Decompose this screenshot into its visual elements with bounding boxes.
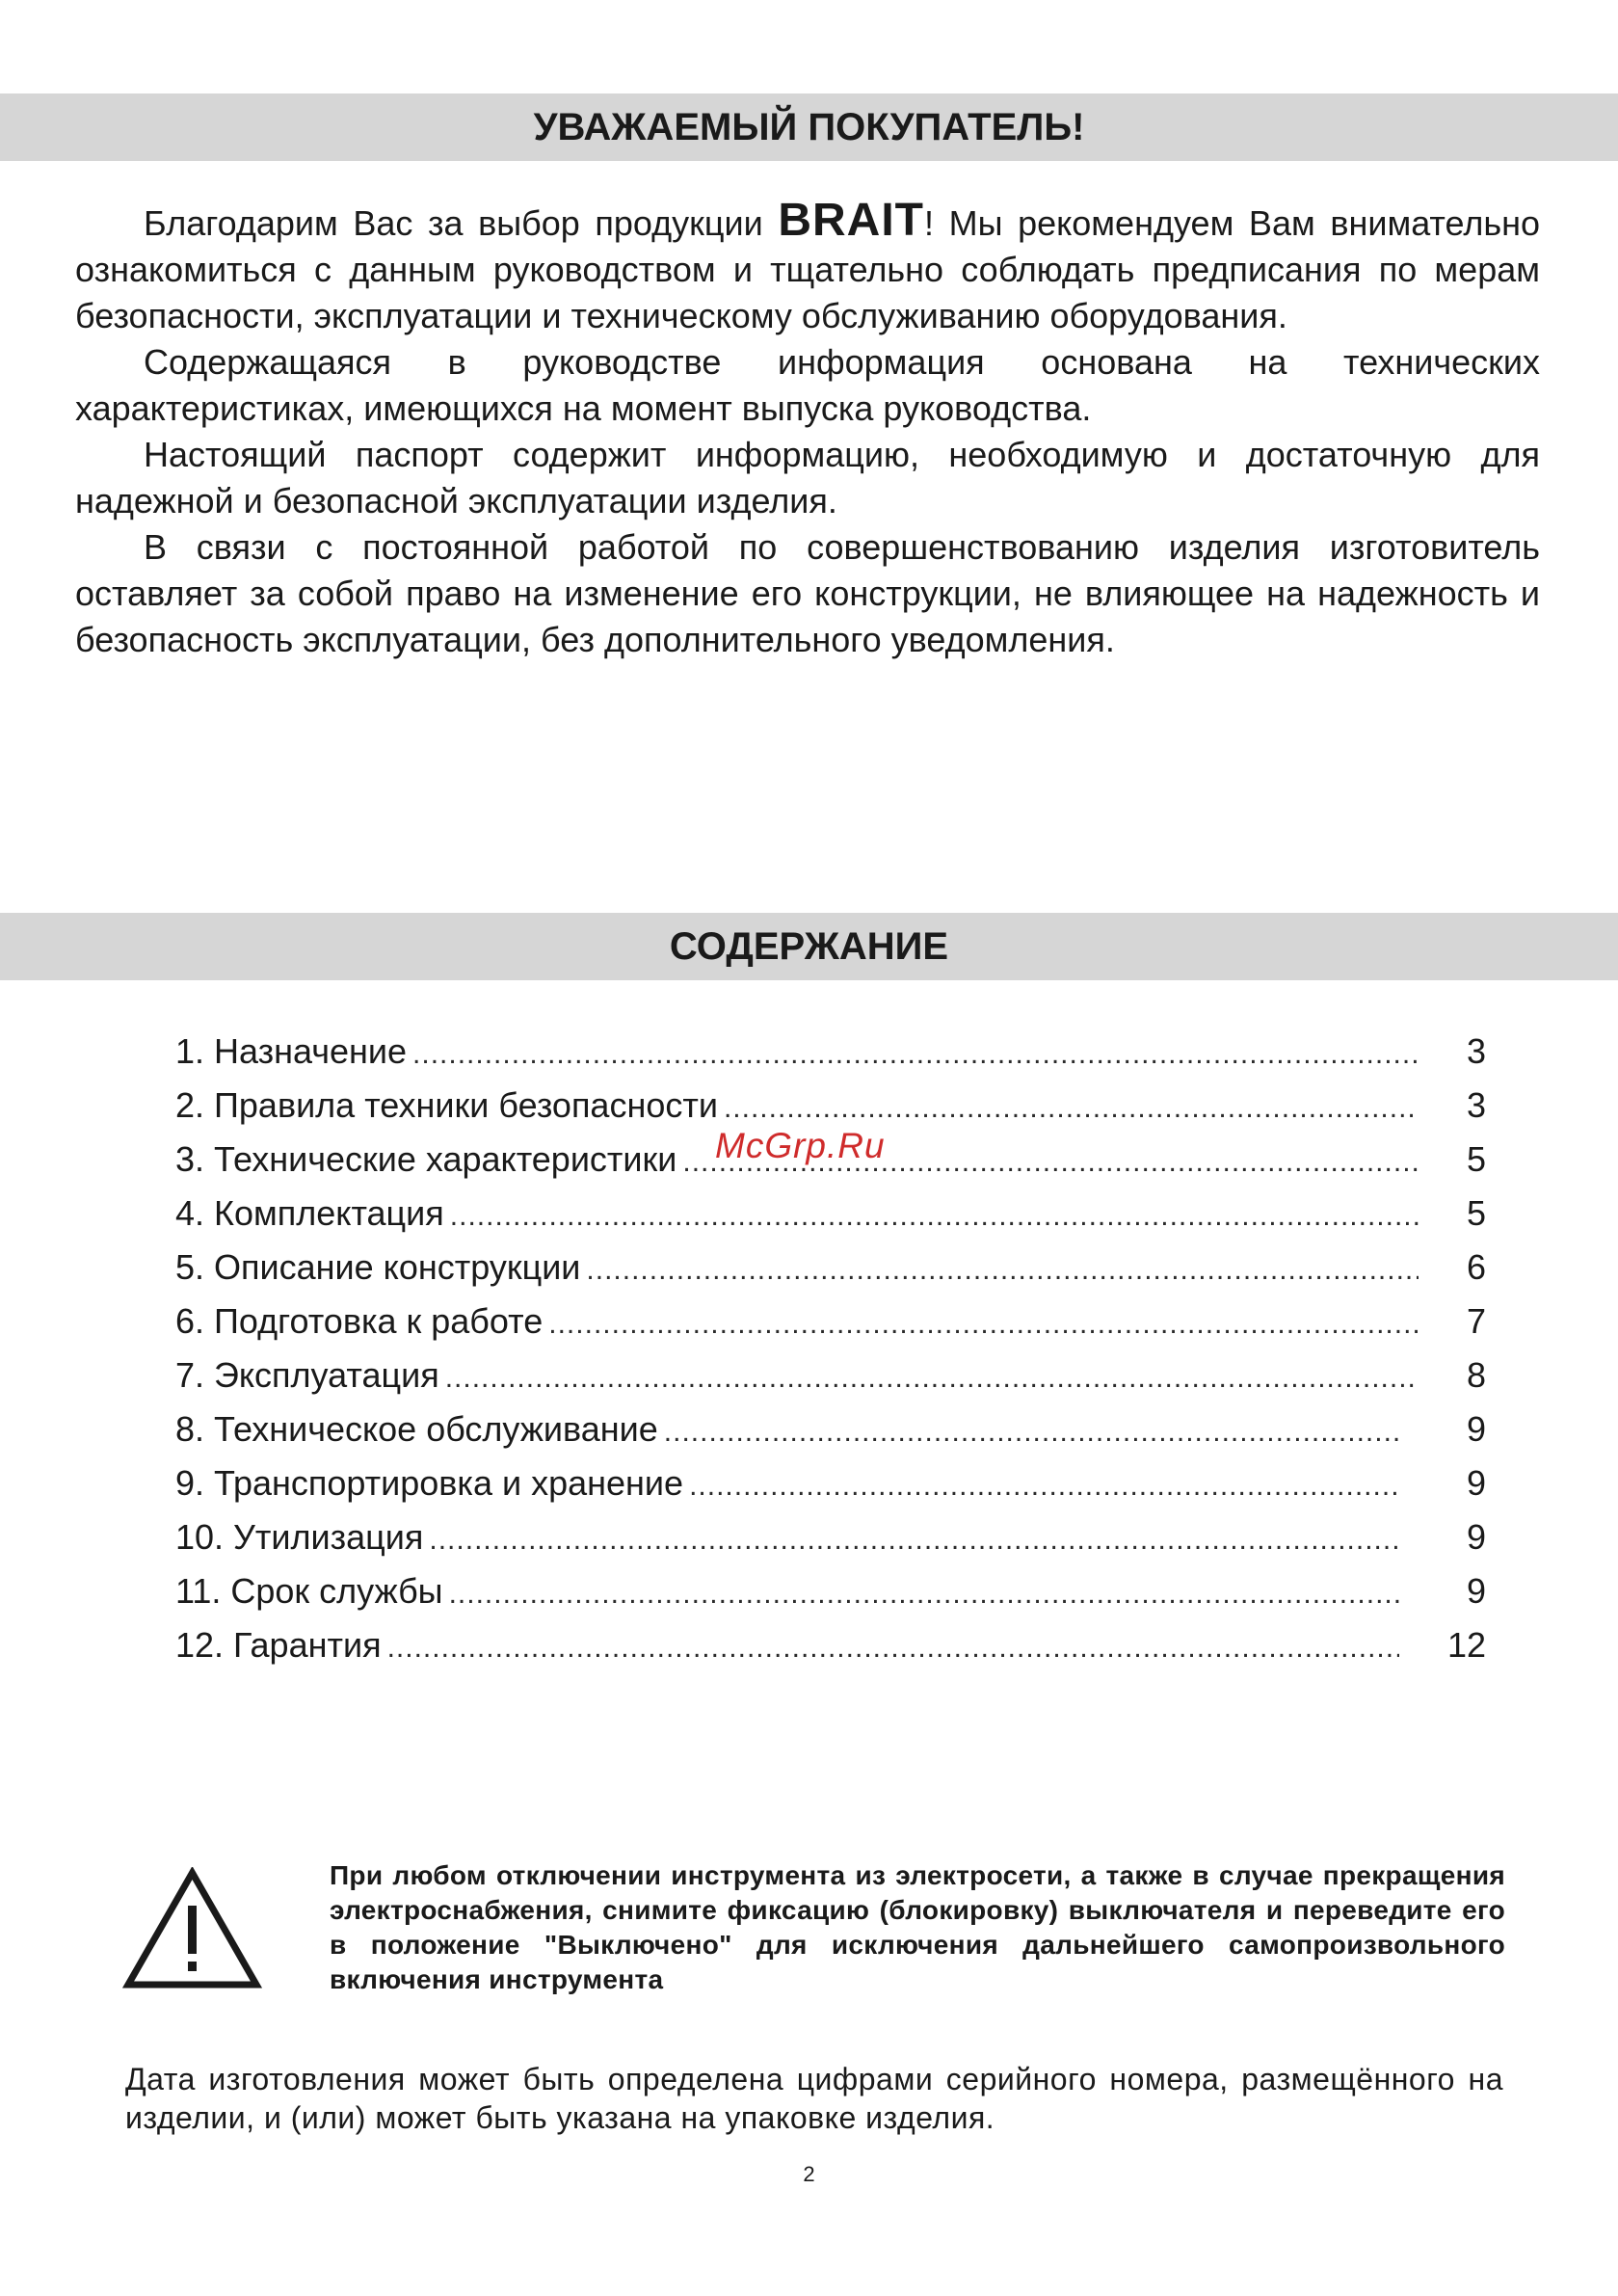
toc-entry-title: 11. Срок службы: [175, 1571, 443, 1611]
toc-entry-title: 8. Техническое обслуживание: [175, 1409, 658, 1449]
toc-leader-dots: [412, 1028, 1419, 1081]
toc-entry-page: 3: [1466, 1031, 1486, 1071]
brand-name: BRAIT: [778, 195, 924, 246]
intro-heading: УВАЖАЕМЫЙ ПОКУПАТЕЛЬ!: [0, 93, 1618, 161]
toc-leader-dots: [450, 1189, 1419, 1243]
toc-leader-dots: [429, 1513, 1399, 1567]
toc-entry: [175, 1295, 1486, 1348]
toc-entry-page: 9: [1466, 1517, 1486, 1557]
intro-paragraph-2: Содержащаяся в руководстве информация основана на технических характеристиках, имеющихся на момент выпуска руководства.: [75, 342, 1540, 428]
toc-leader-dots: [387, 1621, 1399, 1675]
toc-entry: [175, 1187, 1486, 1241]
toc-entry: [175, 1510, 1486, 1564]
toc-entry-page: 9: [1466, 1571, 1486, 1611]
toc-entry-page: 7: [1466, 1301, 1486, 1341]
toc-leader-dots: [449, 1567, 1399, 1621]
toc-entry-page: 5: [1466, 1193, 1486, 1233]
toc-entry-title: 2. Правила техники безопасности: [175, 1085, 718, 1125]
intro-text: [75, 195, 1540, 663]
intro-paragraph-1: Благодарим Вас за выбор продукции BRAIT! Мы рекомендуем Вам внимательно ознакомиться с данным руководством и тщательно соблюдать предписания по мерам безопасности, эксплуатации и техническому обслуживанию оборудования.: [75, 195, 1540, 335]
toc-entry-title: 4. Комплектация: [175, 1193, 444, 1233]
toc-entry-page: 9: [1466, 1409, 1486, 1449]
toc-entry-title: 1. Назначение: [175, 1031, 408, 1071]
toc-entry-title: 7. Эксплуатация: [175, 1355, 439, 1395]
toc-entry: [175, 1564, 1486, 1618]
toc-entry: [175, 1348, 1486, 1402]
toc-leader-dots: [445, 1351, 1419, 1405]
toc-entry-title: 6. Подготовка к работе: [175, 1301, 544, 1341]
toc-entry-title: 9. Транспортировка и хранение: [175, 1463, 684, 1503]
manufacture-date-note: Дата изготовления может быть определена цифрами серийного номера, размещённого на изделии, и (или) может быть указана на упаковке изделия.: [125, 2062, 1503, 2135]
toc-entry: [175, 1402, 1486, 1456]
toc-entry: [175, 1025, 1486, 1079]
table-of-contents: [175, 1025, 1486, 1672]
toc-heading: СОДЕРЖАНИЕ: [0, 913, 1618, 980]
intro-paragraph-3: Настоящий паспорт содержит информацию, необходимую и достаточную для надежной и безопасной эксплуатации изделия.: [75, 435, 1540, 521]
toc-entry: [175, 1618, 1486, 1672]
page-number: 2: [803, 2162, 815, 2186]
toc-entry: [175, 1456, 1486, 1510]
toc-entry-title: 12. Гарантия: [175, 1625, 382, 1665]
toc-leader-dots: [664, 1405, 1399, 1459]
toc-entry-title: 3. Технические характеристики: [175, 1139, 677, 1179]
warning-text: При любом отключении инструмента из электросети, а также в случае прекращения электроснабжения, снимите фиксацию (блокировку) выключателя и переведите его в положение "Выключено" для исключения дальнейшего самопроизвольного включения инструмента: [330, 1860, 1505, 1994]
toc-entry-page: 5: [1466, 1139, 1486, 1179]
toc-entry-page: 8: [1466, 1355, 1486, 1395]
toc-entry: [175, 1241, 1486, 1295]
toc-entry-page: 3: [1466, 1085, 1486, 1125]
warning-triangle-icon: [122, 1867, 262, 1990]
toc-entry-title: 5. Описание конструкции: [175, 1247, 581, 1287]
toc-entry-page: 12: [1446, 1625, 1486, 1665]
intro-paragraph-4: В связи с постоянной работой по совершенствованию изделия изготовитель оставляет за собой право на изменение его конструкции, не влияющее на надежность и безопасность эксплуатации, без дополнительного уведомления.: [75, 527, 1540, 659]
toc-entry: [175, 1079, 1486, 1133]
toc-entry-title: 10. Утилизация: [175, 1517, 424, 1557]
toc-leader-dots: [586, 1243, 1419, 1297]
toc-leader-dots: [689, 1459, 1399, 1513]
toc-entry-page: 9: [1466, 1463, 1486, 1503]
toc-leader-dots: [548, 1297, 1419, 1351]
toc-entry-page: 6: [1466, 1247, 1486, 1287]
watermark: McGrp.Ru: [715, 1126, 886, 1165]
